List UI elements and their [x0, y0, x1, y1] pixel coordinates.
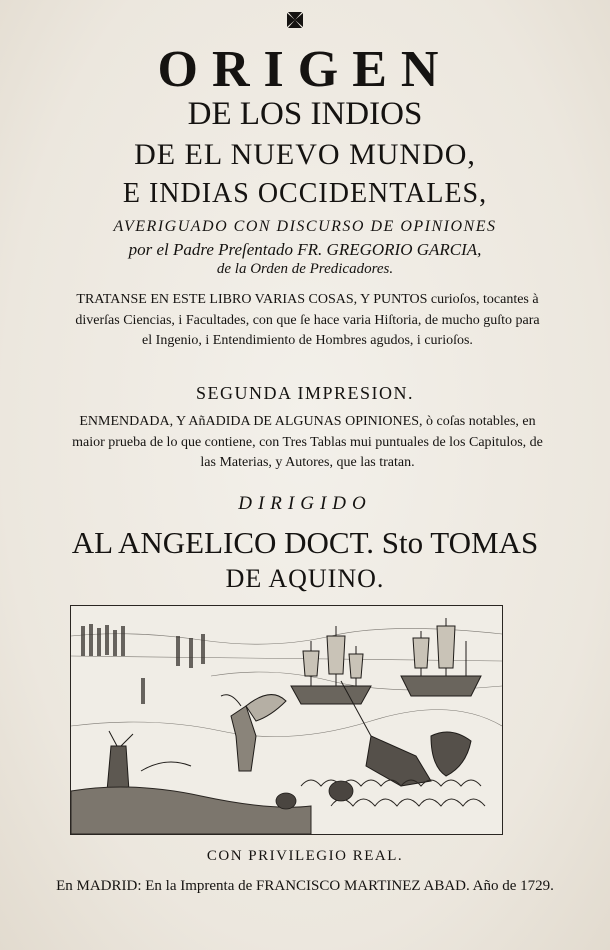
privilegio-line: CON PRIVILEGIO REAL.: [206, 848, 404, 864]
maltese-cross-icon: [285, 10, 305, 30]
engraving-scene: [71, 606, 502, 834]
dedication-line-2: DE AQUINO.: [225, 564, 385, 593]
title-indias-occidentales: E INDIAS OCCIDENTALES,: [122, 178, 488, 209]
edition-paragraph: ENMENDADA, Y AñADIDA DE ALGUNAS OPINIONES, ò coſas notables, en maior prueba de lo que contiene, con Tres Tablas mui puntuales de los Capitulos, de las Materias, y Autores, que las tratan.: [72, 414, 543, 470]
order-line: de la Orden de Predicadores.: [216, 261, 394, 277]
dirigido-heading: DIRIGIDO: [238, 493, 372, 514]
edition-heading: SEGUNDA IMPRESION.: [195, 383, 415, 403]
title-nuevo-mundo: DE EL NUEVO MUNDO,: [134, 138, 476, 171]
title-origen: ORIGEN: [157, 41, 453, 98]
author-line: por el Padre Preſentado FR. GREGORIO GARCIA,: [128, 240, 482, 259]
averiguado-line: AVERIGUADO CON DISCURSO DE OPINIONES: [113, 218, 497, 235]
dedication-line-1: AL ANGELICO DOCT. Sto TOMAS: [71, 525, 539, 560]
title-de-los-indios: DE LOS INDIOS: [187, 96, 423, 132]
engraving-illustration: [70, 605, 503, 835]
imprint-line: En MADRID: En la Imprenta de FRANCISCO MARTINEZ ABAD. Año de 1729.: [56, 878, 554, 894]
description-paragraph: TRATANSE EN ESTE LIBRO VARIAS COSAS, Y PUNTOS curioſos, tocantes à diverſas Ciencias, i Facultades, con que ſe hace varia Hiſtoria, de mucho guſto para el Ingenio, i Entendimiento de Hombres agudos, i curioſos.: [75, 292, 540, 348]
